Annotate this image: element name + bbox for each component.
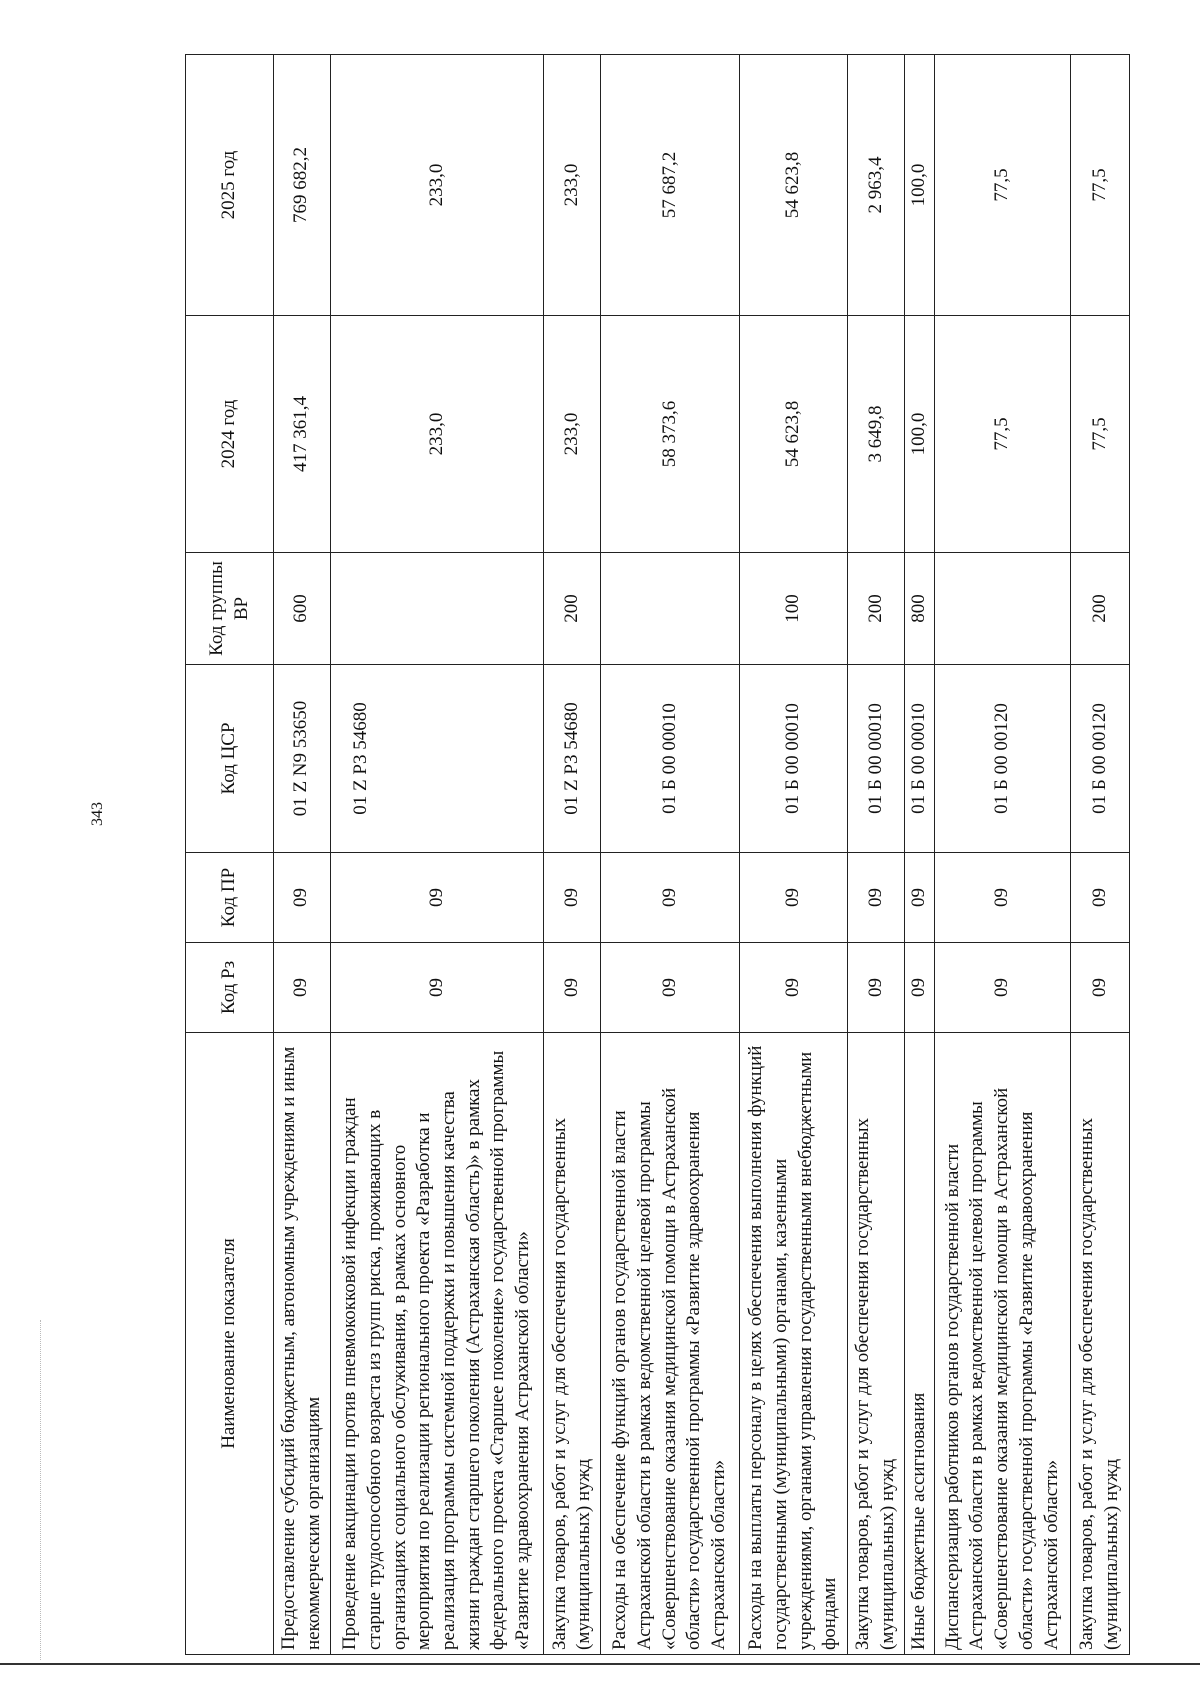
row-pr: 09: [544, 853, 601, 943]
row-pr: 09: [934, 853, 1071, 943]
row-vr: [934, 553, 1071, 665]
row-csr: 01 Б 00 00010: [601, 665, 740, 853]
row-rz: 09: [274, 943, 331, 1033]
row-rz: 09: [544, 943, 601, 1033]
table-header-row: [186, 55, 274, 1655]
row-csr: 01 Б 00 00010: [739, 665, 848, 853]
row-csr: 01 Z P3 54680: [544, 665, 601, 853]
row-pr: 09: [601, 853, 740, 943]
header-name: Наименование показателя: [186, 1033, 274, 1655]
row-2024: 233,0: [544, 316, 601, 553]
table-row: [739, 55, 848, 1655]
row-vr: 800: [904, 553, 934, 665]
table-row: [330, 55, 544, 1655]
row-csr: 01 Б 00 00010: [904, 665, 934, 853]
row-2025: 233,0: [330, 55, 544, 316]
row-rz: 09: [330, 943, 544, 1033]
row-rz: 09: [904, 943, 934, 1033]
scan-margin-dots: [40, 1320, 41, 1660]
table-row: [848, 55, 905, 1655]
row-2024: 77,5: [1071, 316, 1130, 553]
row-2025: 54 623,8: [739, 55, 848, 316]
row-2024: 58 373,6: [601, 316, 740, 553]
row-vr: [601, 553, 740, 665]
row-vr: 200: [848, 553, 905, 665]
row-csr: 01 Б 00 00120: [1071, 665, 1130, 853]
row-2025: 2 963,4: [848, 55, 905, 316]
row-vr: [330, 553, 544, 665]
row-2025: 77,5: [1071, 55, 1130, 316]
row-name: Предоставление субсидий бюджетным, автономным учреждениям и иным некоммерческим организациям: [274, 1033, 331, 1655]
row-name: Закупка товаров, работ и услуг для обеспечения государственных (муниципальных) нужд: [1071, 1033, 1130, 1655]
header-csr: Код ЦСР: [186, 665, 274, 853]
row-2024: 417 361,4: [274, 316, 331, 553]
row-name: Закупка товаров, работ и услуг для обеспечения государственных (муниципальных) нужд: [848, 1033, 905, 1655]
row-pr: 09: [848, 853, 905, 943]
row-vr: 100: [739, 553, 848, 665]
row-2024: 54 623,8: [739, 316, 848, 553]
header-vr: Код группы ВР: [186, 553, 274, 665]
row-csr: 01 Z P3 54680: [330, 665, 544, 853]
row-vr: 200: [544, 553, 601, 665]
table-row: [274, 55, 331, 1655]
table-row: [934, 55, 1071, 1655]
row-2024: 100,0: [904, 316, 934, 553]
table-row: [1071, 55, 1130, 1655]
row-2024: 77,5: [934, 316, 1071, 553]
row-rz: 09: [1071, 943, 1130, 1033]
row-name: Проведение вакцинации против пневмококковой инфекции граждан старше трудоспособного возраста из групп риска, проживающих в организациях социального обслуживания, в рамках основного мероприятия по реализации регионального проекта «Разработка и реализация программы системной поддержки и повышения качества жизни граждан старшего поколения (Астраханская область)» в рамках федерального проекта «Старшее поколение» государственной программы «Развитие здравоохранения Астраханской области»: [330, 1033, 544, 1655]
row-name: Расходы на выплаты персоналу в целях обеспечения выполнения функций государственными (муниципальными) органами, казенными учреждениями, органами управления государственными внебюджетными фондами: [739, 1033, 848, 1655]
row-csr: 01 Б 00 00120: [934, 665, 1071, 853]
row-rz: 09: [739, 943, 848, 1033]
budget-table: [185, 54, 1130, 1655]
budget-table-frame: [185, 55, 1130, 1655]
row-2025: 77,5: [934, 55, 1071, 316]
row-2025: 100,0: [904, 55, 934, 316]
row-rz: 09: [848, 943, 905, 1033]
table-row: [904, 55, 934, 1655]
row-csr: 01 Z N9 53650: [274, 665, 331, 853]
row-pr: 09: [739, 853, 848, 943]
row-2025: 57 687,2: [601, 55, 740, 316]
row-rz: 09: [601, 943, 740, 1033]
header-2024: 2024 год: [186, 316, 274, 553]
row-pr: 09: [274, 853, 331, 943]
row-pr: 09: [330, 853, 544, 943]
table-row: [544, 55, 601, 1655]
page-number: 343: [89, 802, 106, 826]
row-name: Расходы на обеспечение функций органов государственной власти Астраханской области в рамках ведомственной целевой программы «Совершенствование оказания медицинской помощи в Астраханской области» государственной программы «Развитие здравоохранения Астраханской области»: [601, 1033, 740, 1655]
header-2025: 2025 год: [186, 55, 274, 316]
row-rz: 09: [934, 943, 1071, 1033]
row-name: Иные бюджетные ассигнования: [904, 1033, 934, 1655]
scan-bottom-edge: [0, 1663, 1200, 1665]
table-row: [601, 55, 740, 1655]
row-2024: 233,0: [330, 316, 544, 553]
row-pr: 09: [1071, 853, 1130, 943]
header-rz: Код Рз: [186, 943, 274, 1033]
row-2024: 3 649,8: [848, 316, 905, 553]
row-2025: 233,0: [544, 55, 601, 316]
row-2025: 769 682,2: [274, 55, 331, 316]
row-pr: 09: [904, 853, 934, 943]
row-name: Диспансеризация работников органов государственной власти Астраханской области в рамках ведомственной целевой программы «Совершенствование оказания медицинской помощи в Астраханской области» государственной программы «Развитие здравоохранения Астраханской области»: [934, 1033, 1071, 1655]
row-vr: 600: [274, 553, 331, 665]
row-csr: 01 Б 00 00010: [848, 665, 905, 853]
header-pr: Код ПР: [186, 853, 274, 943]
row-name: Закупка товаров, работ и услуг для обеспечения государственных (муниципальных) нужд: [544, 1033, 601, 1655]
row-vr: 200: [1071, 553, 1130, 665]
